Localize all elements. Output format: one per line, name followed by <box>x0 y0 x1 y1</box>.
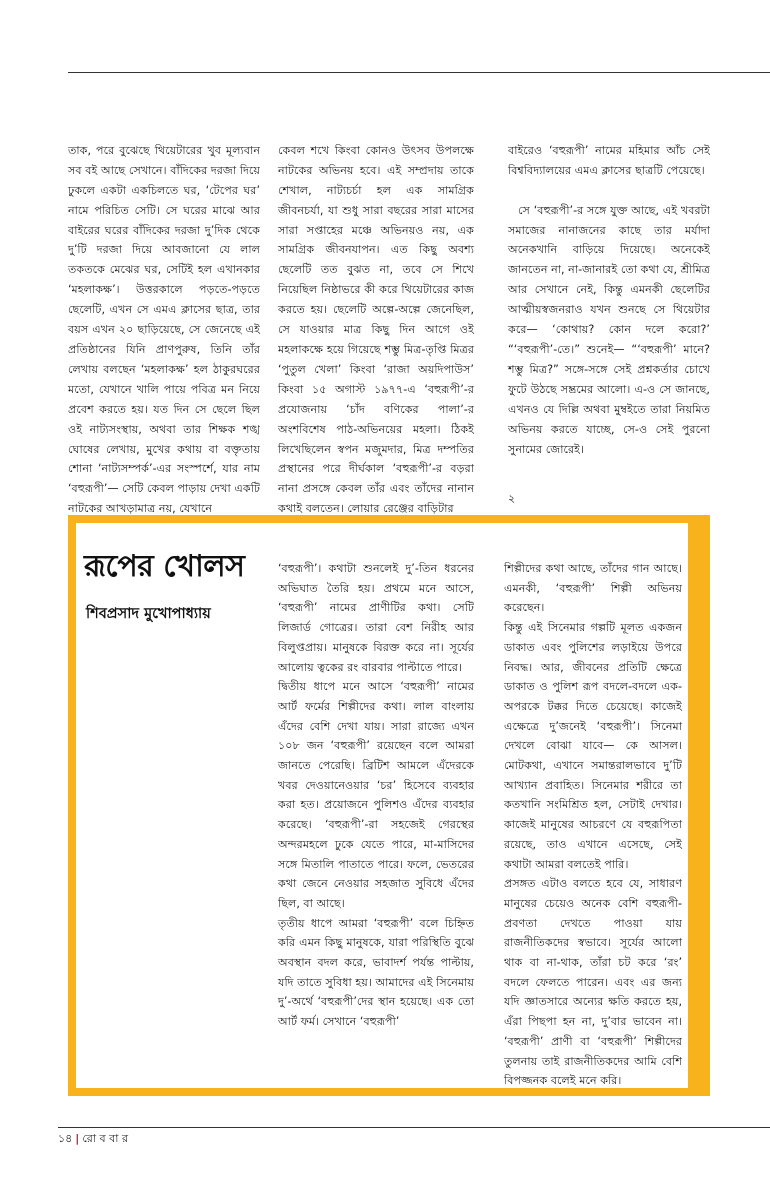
magazine-name: রো ব বা র <box>82 1132 128 1145</box>
sidebar-box-inner <box>76 523 688 1088</box>
sidebar-column-2: শিল্পীদের কথা আছে, তাঁদের গান আছে। এমনকী, ‘বহুরূপী’ শিল্পী অভিনয় করেছেন। কিন্তু এই সিনেমার গল্পটি মূলত একজন ডাকাত এবং পুলিশের লড়াইয়ে উপরে নিবদ্ধ। আর, জীবনের প্রতিটি ক্ষেত্রে ডাকাত ও পুলিশ রূপ বদলে-বদলে এক-অপরকে টক্কর দিতে চেয়েছে। কাজেই এক্ষেত্রে দু’জনেই ‘বহুরূপী’। সিনেমা দেখলে বোঝা যাবে— কে আসল। মোটকথা, এখানে সমান্তরালভাবে দু’টি আখ্যান প্রবাহিত। সিনেমার শরীরে তা কতখানি সংমিশ্রিত হল, সেটাই দেখার। কাজেই মানুষের আচরণে যে বহুরূপিতা রয়েছে, তাও এখানে এসেছে, সেই কথাটা আমরা বলতেই পারি। প্রসঙ্গত এটাও বলতে হবে যে, সাধারণ মানুষের চেয়েও অনেক বেশি বহুরূপী-প্রবণতা দেখতে পাওয়া যায় রাজনীতিকদের স্বভাবে। সূর্যের আলো থাক বা না-থাক, তাঁরা চট করে ‘রং’ বদলে ফেলতে পারেন। এবং এর জন্য যদি জ্ঞাতসারে অন্যের ক্ষতি করতে হয়, এঁরা পিছপা হন না, দু’বার ভাবেন না। ‘বহুরূপী’ প্রাণী বা ‘বহুরূপী’ শিল্পীদের তুলনায় তাই রাজনীতিকদের আমি বেশি বিপজ্জনক বলেই মনে করি। <box>504 562 682 1088</box>
sidebar-byline: শিবপ্রসাদ মুখোপাধ্যায় <box>86 606 211 622</box>
article-column-3 <box>508 121 710 506</box>
sidebar-column-1: ‘বহুরূপী’। কথাটা শুনলেই দু’-তিন ধরনের অভিঘাত তৈরি হয়। প্রথমে মনে আসে, ‘বহুরূপী’ নামের প্রাণীটির কথা। সেটি লিজার্ড গোত্রের। তারা বেশ নিরীহ আর বিলুপ্তপ্রায়। মানুষকে বিরক্ত করে না। সূর্যের আলোয় ত্বকের রং বারবার পাল্টাতে পারে। দ্বিতীয় ধাপে মনে আসে ‘বহুরূপী’ নামের আর্ট ফর্মের শিল্পীদের কথা। লাল বাংলায় এঁদের বেশি দেখা যায়। সারা রাজ্যে এখন ১০৮ জন ‘বহুরূপী’ রয়েছেন বলে আমরা জানতে পেরেছি। ব্রিটিশ আমলে এঁদেরকে খবর দেওয়ানেওয়ার ‘চর’ হিসেবে ব্যবহার করা হত। প্রয়োজনে পুলিশও এঁদের ব্যবহার করেছে। ‘বহুরূপী’-রা সহজেই গেরস্থের অন্দরমহলে ঢুকে যেতে পারে, মা-মাসিদের সঙ্গে মিতালি পাতাতে পারে। ফলে, ভেতরের কথা জেনে নেওয়ার সহজাত সুবিধে এঁদের ছিল, বা আছে। তৃতীয় ধাপে আমরা ‘বহুরূপী’ বলে চিহ্নিত করি এমন কিছু মানুষকে, যারা পরিস্থিতি বুঝে অবস্থান বদল করে, ভাবাদর্শ পর্যন্ত পাল্টায়, যদি তাতে সুবিধা হয়। আমাদের এই সিনেমায় দু’-অর্থে ‘বহুরূপী’দের স্থান হয়েছে। এক তো আর্ট ফর্ম। সেখানে ‘বহুরূপী’ <box>278 562 474 1029</box>
article-column-2 <box>278 121 474 516</box>
article-column-1 <box>68 121 260 516</box>
sidebar-headline: রূপের খোলস <box>84 549 245 584</box>
article-col3-paragraph-1: বাইরেও ‘বহুরূপী’ নামের মহিমার আঁচ সেই বিশ্ববিদ্যালয়ের এমএ ক্লাসের ছাত্রটি পেয়েছে। <box>508 143 710 177</box>
sidebar-box <box>68 515 710 1096</box>
article-col1-text: তাক, পরে বুঝেছে থিয়েটারের খুব মূল্যবান সব বই আছে সেখানে। বাঁদিকের দরজা দিয়ে ঢুকলে একটা একচিলতে ঘর, ‘টেপের ঘর’ নামে পরিচিত সেটি। সে ঘরের মাঝে আর বাইরের ঘরের বাঁদিকের দরজা দু’দিক থেকে দু’টি দরজা দিয়ে আবজানো যে লাল তকতকে মেঝের ঘর, সেটিই হল এখানকার ‘মহলাকক্ষ’। উত্তরকালে পড়তে-পড়তে ছেলেটি, এখন সে এমএ ক্লাসের ছাত্র, তার বয়স এখন ২০ ছাড়িয়েছে, সে জেনেছে এই প্রতিষ্ঠানের যিনি প্রাণপুরুষ, তিনি তাঁর লেখায় বলছেন ‘মহলাকক্ষ’ হল ঠাকুরঘরের মতো, যেখানে খালি পায়ে পবিত্র মন নিয়ে প্রবেশ করতে হয়। যত দিন সে ছেলে ছিল ওই নাট্যসংস্থায়, অথবা তার শিক্ষক শঙ্খ ঘোষের লেখায়, মুখের কথায় বা বক্তৃতায় শোনা ‘নাট্যসম্পর্ক’-এর সংস্পর্শে, যার নাম ‘বহুরূপী’— সেটি কেবল পাড়ায় দেখা একটি নাটকের আখড়ামাত্র নয়, যেখানে <box>68 143 260 516</box>
article-col3-paragraph-2: সে ‘বহুরূপী’-র সঙ্গে যুক্ত আছে, এই খবরটা সমাজের নানাজনের কাছে তার মর্যাদা অনেকখানি বাড়িয়ে দিয়েছে। অনেকেই জানতেন না, না-জানারই তো কথা যে, শ্রীমিত্র আর সেখানে নেই, কিন্তু এমনকী ছেলেটির আত্মীয়স্বজনরাও যখন শুনছে সে থিয়েটার করে— ‘কোথায়? কোন দলে করো?’ “‘বহুরূপী’-তে।” শুনেই— “‘বহুরূপী’ মানে? শম্ভু মিত্র?” সঙ্গে-সঙ্গে সেই প্রশ্নকর্তার চোখে ফুটে উঠছে সম্ভ্রমের আলো। এ-ও সে জানছে, এখনও যে দিল্লি অথবা মুম্বইতে তারা নিয়মিত অভিনয় করতে যাচ্ছে, সে-ও সেই পুরনো সুনামের জোরেই। <box>508 203 710 456</box>
page-footer <box>58 1130 128 1149</box>
page-number: ১৪ <box>58 1132 73 1145</box>
footer-separator: | <box>75 1132 80 1145</box>
sidebar-headline-block <box>84 543 262 599</box>
bottom-rule <box>58 1127 770 1128</box>
section-number: ২ <box>508 492 516 506</box>
article-col2-text: কেবল শখে কিংবা কোনও উৎসব উপলক্ষে নাটকের অভিনয় হবে। এই সম্প্রদায় তাকে শেখাল, নাট্যচর্চা হল এক সামগ্রিক জীবনচর্যা, যা শুধু সারা বছরের সারা মাসের সারা সপ্তাহের মঞ্চে অভিনয়ও নয়, এক সামগ্রিক জীবনযাপন। এত কিছু অবশ্য ছেলেটি তত বুঝত না, তবে সে শিখে নিয়েছিল নিষ্ঠাভরে কী করে থিয়েটারের কাজ করতে হয়। ছেলেটি অল্পে-অল্পে জেনেছিল, সে যাওয়ার মাত্র কিছু দিন আগে ওই মহলাকক্ষে হয়ে গিয়েছে শম্ভু মিত্র-তৃপ্তি মিত্রর ‘পুতুল খেলা’ কিংবা ‘রাজা অয়দিপাউস’ কিংবা ১৫ অগাস্ট ১৯৭৭-এ ‘বহুরূপী’-র প্রযোজনায় ‘চাঁদ বণিকের পালা’-র অংশবিশেষ পাঠ-অভিনয়ের মহলা। ঠিকই লিখেছিলেন স্বপন মজুমদার, মিত্র দম্পতির প্রস্থানের পরে দীর্ঘকাল ‘বহুরূপী’-র বড়রা নানা প্রসঙ্গে কেবল তাঁর এবং তাঁদের নানান কথাই বলতেন। লোয়ার রেঞ্জের বাড়িটার <box>278 143 474 516</box>
top-rule <box>68 72 770 73</box>
